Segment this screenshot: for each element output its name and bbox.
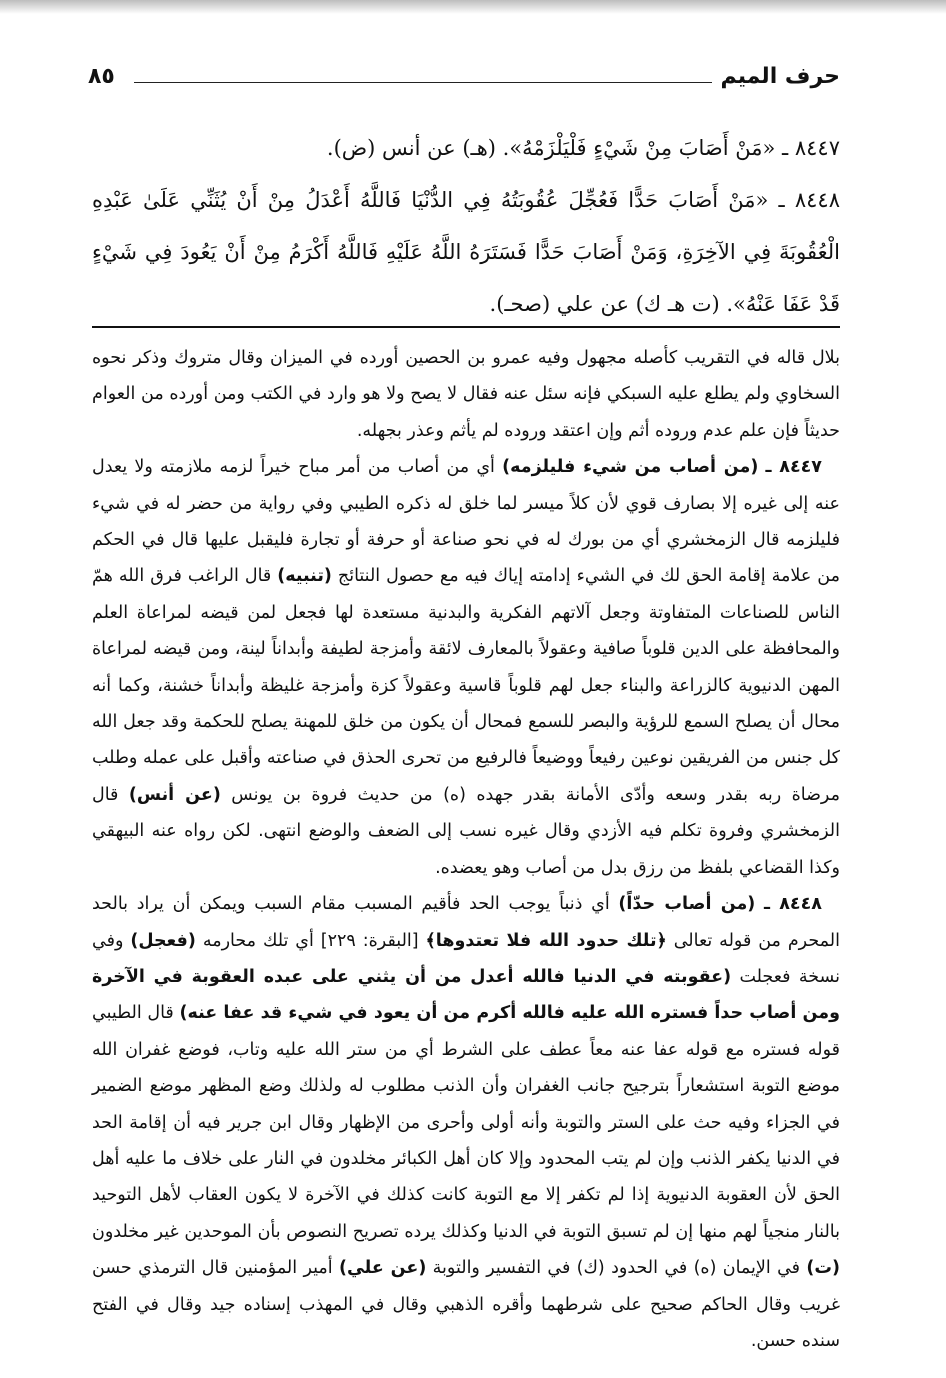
- commentary-text: وفي نسخة فعجلت: [92, 930, 840, 987]
- commentary-text: قال الطيبي قوله فستره مع قوله عفا عنه معاً عطف على الشرط أي من ستر الله عليه وتاب، فوضع غفران الله موضع التوبة استشعاراً بترجيح جانب الغفران وأن الذنب مطلوب له ولذلك وضع المظهر موضع الضمير في الجزاء وفيه حث على الستر والتوبة وأنه أولى وأحرى من الإظهار وقال ابن جرير فيه أن إقامة الحد في الدنيا يكفر الذنب وإن لم يتب المحدود وإلا كان أهل الكبائر مخلدون في النار على خلاف ما عليه أهل الحق لأن العقوبة الدنيوية إذا لم تكفر إلا مع التوبة كانت كذلك في الآخرة لا يكون العقاب لأهل التوحيد بالنار منجياً لهم منها إن لم تسبق التوبة في الدنيا وكذلك يرده تصريح النصوص بأن الموحدين غير مخلدون: [92, 1003, 840, 1242]
- commentary-lemma: (فعجل): [130, 930, 196, 951]
- commentary-8447: [92, 449, 840, 886]
- hadith-8448: ٨٤٤٨ ـ «مَنْ أَصَابَ حَدًّا فَعُجِّلَ عُقُوبَتُهُ فِي الدُّنْيَا فَاللَّهُ أَعْدَلُ مِنْ أَنْ يُثَنِّي عَلَىٰ عَبْدِهِ الْعُقُوبَةَ فِي الآخِرَةِ، وَمَنْ أَصَابَ حَدًّا فَسَتَرَهُ اللَّهُ عَلَيْهِ فَاللَّهُ أَكْرَمُ مِنْ أَنْ يَعُودَ فِي شَيْءٍ قَدْ عَفَا عَنْهُ». (ت هـ ك) عن علي (صحـ).: [92, 188, 840, 316]
- footnote-separator: [92, 326, 840, 328]
- commentary-text: قال الزمخشري وفروة تكلم فيه الأزدي وقال غيره نسب إلى الضعف والوضع انتهى. لكن رواه عنه البيهقي وكذا القضاعي بلفظ من رزق بدل من أصاب وهو يعضده.: [92, 784, 840, 878]
- hadith-text-block: [92, 122, 840, 330]
- commentary-text: قال الراغب فرق الله همّ الناس للصناعات المتفاوتة وجعل آلاتهم الفكرية والبدنية مستعدة لها فجعل لمن قيضه لمراعاة العلم والمحافظة على الدين قلوباً صافية وعقولاً بالمعارف لائقة وأمزجة لطيفة وأبداناً لينة، ومن قيضه لمراعاة المهن الدنيوية كالزراعة والبناء جعل لهم قلوباً قاسية وعقولاً كزة وأمزجة غليظة وأبداناً خشنة، وكما أنه محال أن يصلح السمع للرؤية والبصر للسمع فمحال أن يكون من خلق للمهنة يصلح للحكمة وقد جعل الله كل جنس من الفريقين نوعين رفيعاً ووضيعاً فالرفيع من تحرى الحذق في صناعته وأقبل على عمله وطلب مرضاة ربه بقدر وسعه وأدّى الأمانة بقدر جهده (ه) من حديث فروة بن يونس: [92, 566, 840, 805]
- commentary-text: في الإيمان (ه) في الحدود (ك) في التفسير والتوبة: [432, 1258, 801, 1279]
- header-rule: [134, 82, 712, 83]
- hadith-8447: ٨٤٤٧ ـ «مَنْ أَصَابَ مِنْ شَيْءٍ فَلْيَلْزَمْهُ». (هـ) عن أنس (ض).: [326, 136, 840, 160]
- commentary-number: ٨٤٤٧ ـ: [765, 457, 822, 478]
- commentary-text: [البقرة: ٢٢٩] أي تلك محارمه: [202, 930, 419, 951]
- commentary-source: (ت): [806, 1258, 840, 1279]
- commentary-tanbih: (تنبيه): [277, 566, 332, 587]
- commentary-source: (عن أنس): [128, 784, 221, 805]
- quran-verse: ﴿تلك حدود الله فلا تعتدوها﴾: [425, 930, 667, 951]
- commentary-quote: (عقوبته في الدنيا فالله أعدل من أن يثني على عبده العقوبة في الآخرة ومن أصاب حداً فستره الله عليه فالله أكرم من أن يعود في شيء قد عفا عنه): [92, 966, 840, 1024]
- page-header: [88, 60, 840, 96]
- commentary-8448: [92, 886, 840, 1359]
- commentary-number: ٨٤٤٨ ـ: [764, 894, 822, 915]
- commentary-lemma: (من أصاب من شيء فليلزمه): [502, 457, 759, 478]
- commentary-block: [92, 340, 840, 1359]
- commentary-source: (عن علي): [338, 1258, 427, 1279]
- commentary-text: أي من أصاب من أمر مباح خيراً لزمه ملازمته ولا يعدل عنه إلى غيره إلا بصارف قوي لأن كلاً ميسر لما خلق له ذكره الطيبي وفي رواية من حضر له في شيء فليلزمه قال الزمخشري أي من بورك له في نحو صناعة أو حرفة أو تجارة فليقبل عليها قال في الحكم من علامة إقامة الحق لك في الشيء إدامته إياك فيه مع حصول النتائج: [92, 457, 840, 587]
- commentary-text: أي ذنباً يوجب الحد فأقيم المسبب مقام السبب ويمكن أن يراد بالحد المحرم من قوله تعالى: [92, 894, 840, 951]
- commentary-lemma: (من أصاب حدّاً): [618, 894, 756, 915]
- page-number: ٨٥: [88, 64, 115, 89]
- commentary-continuation: بلال قاله في التقريب كأصله مجهول وفيه عمرو بن الحصين أورده في الميزان وقال متروك وذكر نحوه السخاوي ولم يطلع عليه السبكي فإنه سئل عنه فقال لا يصح ولا هو وارد في الكتب ومن أورده من العوام حديثاً فإن علم عدم وروده أثم وإن اعتقد وروده لم يأثم وعذر بجهله.: [92, 348, 840, 441]
- chapter-title: حرف الميم: [720, 64, 840, 89]
- scan-edge-artifact: [0, 0, 946, 14]
- commentary-text: أمير المؤمنين قال الترمذي حسن غريب وقال الحاكم صحيح على شرطهما وأقره الذهبي وقال في المهذب إسناده جيد وقال في الفتح سنده حسن.: [92, 1258, 840, 1351]
